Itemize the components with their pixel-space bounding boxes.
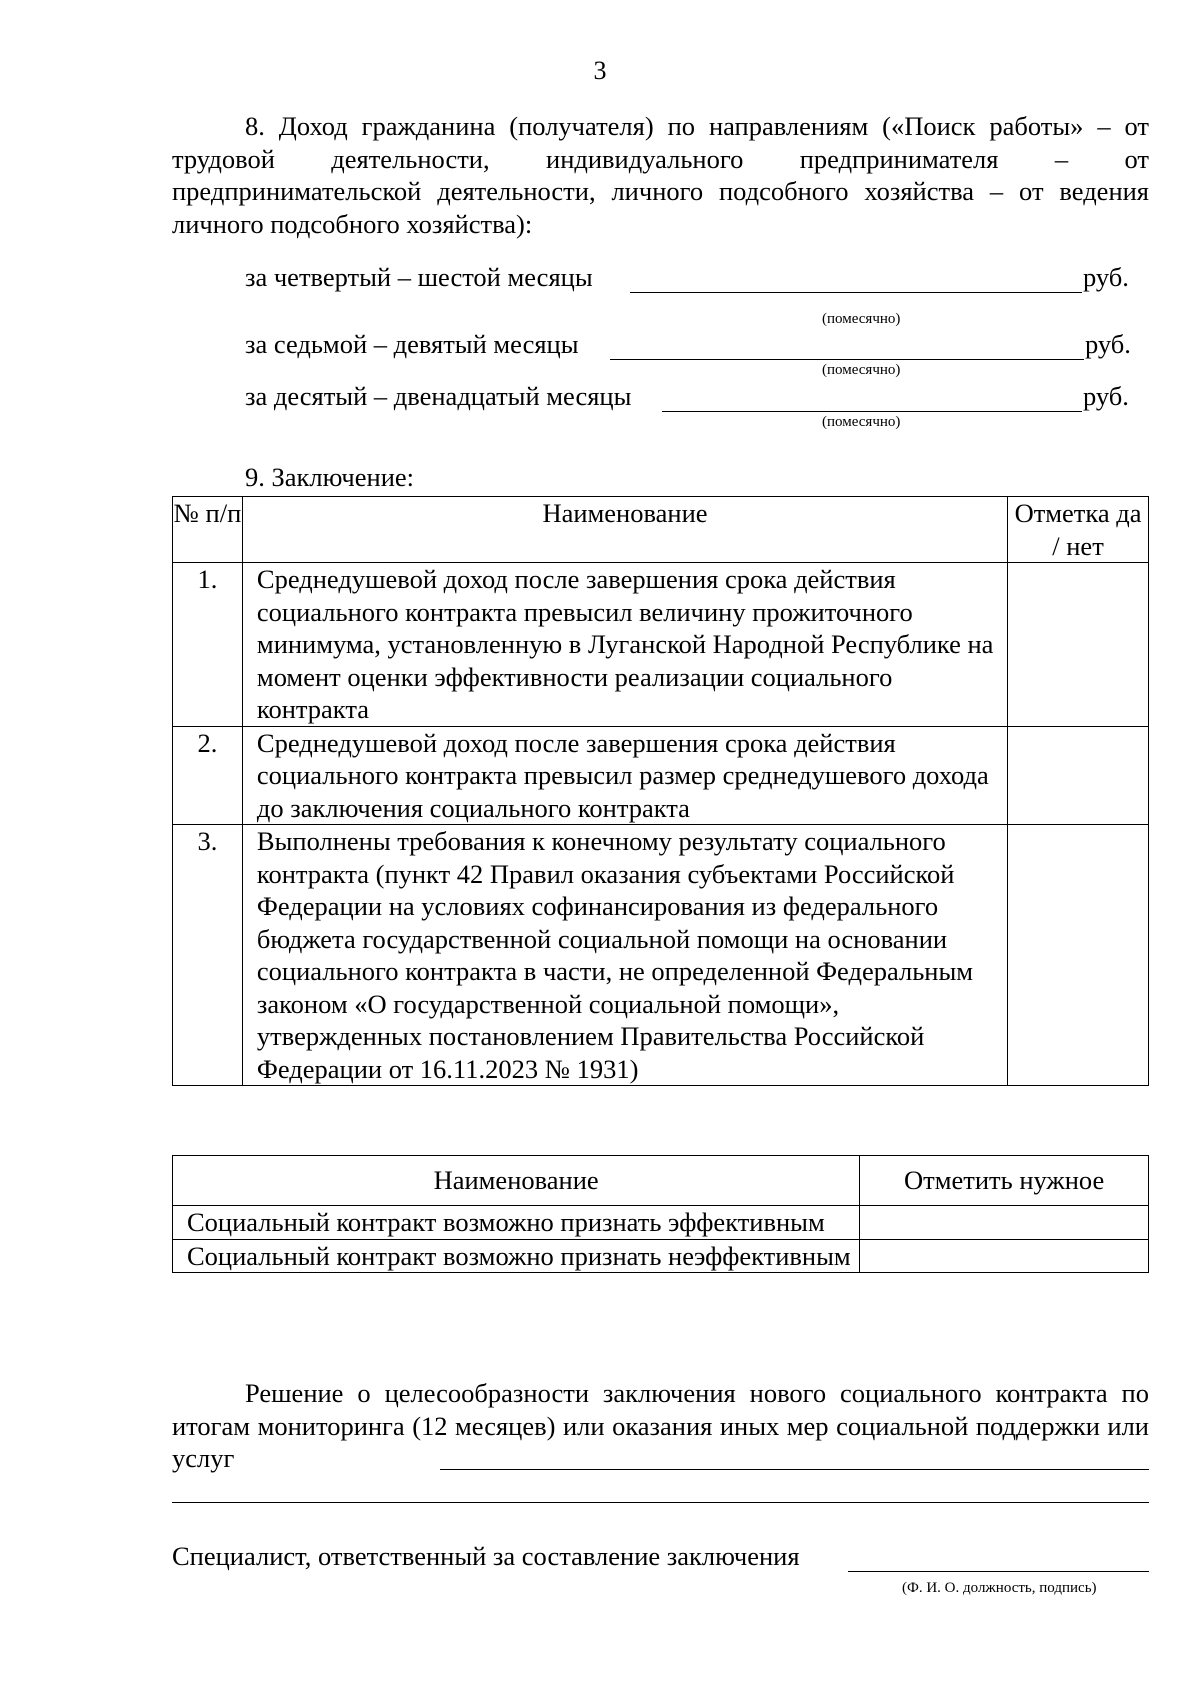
income-label: за десятый – двенадцатый месяцы [245,381,632,411]
row-mark-cell[interactable] [860,1206,1149,1240]
row-mark-cell[interactable] [1008,726,1149,825]
decision-fill-line[interactable] [440,1469,1149,1470]
decision-paragraph [172,1377,1149,1475]
header-mark: Отметка да / нет [1008,497,1149,563]
income-label: за четвертый – шестой месяцы [245,262,593,292]
row-mark-cell[interactable] [1008,825,1149,1086]
specialist-label: Специалист, ответственный за составление заключения [172,1541,800,1571]
monthly-note: (помесячно) [822,362,901,378]
income-unit: руб. [1083,381,1129,411]
income-row-7-9 [245,329,1149,363]
table-row [173,825,1149,1086]
row-name: Среднедушевой доход после завершения срока действия социального контракта превысил величину прожиточного минимума, установленную в Луганской Народной Республике на момент оценки эффективности реализации социального контракта [242,563,1007,727]
row-name: Социальный контракт возможно признать неэффективным [173,1239,860,1273]
header-name: Наименование [173,1156,860,1206]
table-header-row [173,1156,1149,1206]
row-num: 2. [173,726,243,825]
income-fill-line[interactable] [630,292,1082,293]
page-number: 3 [593,56,607,85]
table-header-row [173,497,1149,563]
monthly-note: (помесячно) [822,414,901,430]
section-8-text: 8. Доход гражданина (получателя) по направлениям («Поиск работы» – от трудовой деятельности, индивидуального предпринимателя – от предпринимательской деятельности, личного подсобного хозяйства – от ведения личного подсобного хозяйства): [172,111,1149,239]
row-name: Выполнены требования к конечному результату социального контракта (пункт 42 Правил оказания субъектами Российской Федерации на условиях софинансирования из федерального бюджета государственной социальной помощи на основании социального контракта в части, не определенной Федеральным законом «О государственной социальной помощи», утвержденных постановлением Правительства Российской Федерации от 16.11.2023 № 1931) [242,825,1007,1086]
income-fill-line[interactable] [610,359,1084,360]
income-fill-line[interactable] [662,411,1082,412]
signature-note: (Ф. И. О. должность, подпись) [902,1580,1097,1596]
section-9-title: 9. Заключение: [245,462,415,492]
row-name: Социальный контракт возможно признать эффективным [173,1206,860,1240]
signature-fill-line[interactable] [848,1571,1149,1572]
row-name: Среднедушевой доход после завершения срока действия социального контракта превысил размер среднедушевого дохода до заключения социального контракта [242,726,1007,825]
decision-fill-line-2[interactable] [172,1502,1149,1503]
header-mark: Отметить нужное [860,1156,1149,1206]
conclusion-table [172,496,1149,1086]
income-unit: руб. [1083,262,1129,292]
income-row-4-6 [245,262,1149,296]
row-num: 3. [173,825,243,1086]
income-row-10-12 [245,381,1149,415]
header-num: № п/п [173,497,243,563]
table-row [173,563,1149,727]
row-mark-cell[interactable] [1008,563,1149,727]
effectiveness-table [172,1155,1149,1273]
decision-text: Решение о целесообразности заключения нового социального контракта по итогам мониторинга (12 месяцев) или оказания иных мер социальной поддержки или услуг [172,1378,1149,1473]
section-8-paragraph [172,110,1149,240]
table-row [173,1206,1149,1240]
row-mark-cell[interactable] [860,1239,1149,1273]
income-label: за седьмой – девятый месяцы [245,329,579,359]
table-row [173,726,1149,825]
monthly-note: (помесячно) [822,311,901,327]
row-num: 1. [173,563,243,727]
table-row [173,1239,1149,1273]
header-name: Наименование [242,497,1007,563]
income-unit: руб. [1085,329,1131,359]
